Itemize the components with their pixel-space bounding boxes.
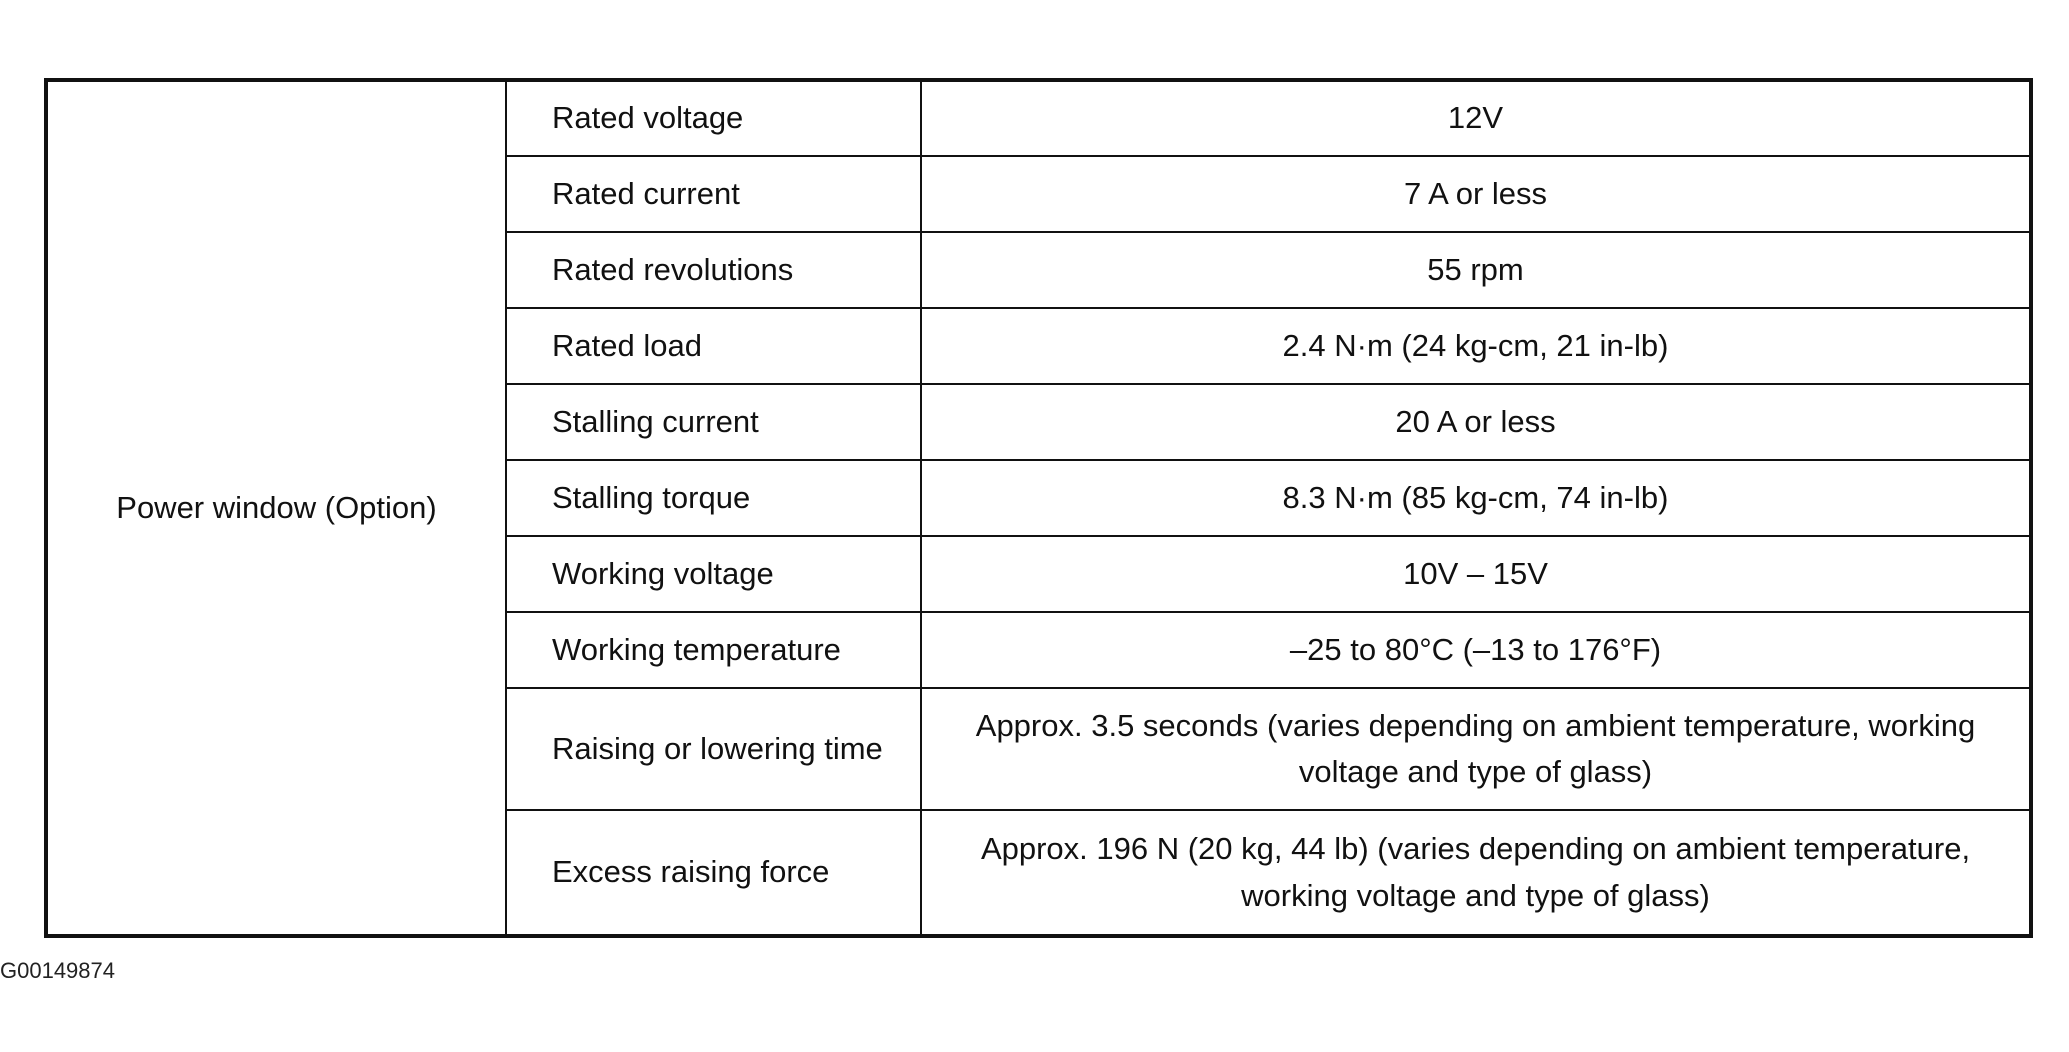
spec-value: 10V – 15V (921, 536, 2031, 612)
spec-value: Approx. 3.5 seconds (varies depending on ambient temperature, working voltage and type of glass) (921, 688, 2031, 811)
spec-value: 8.3 N·m (85 kg-cm, 74 in-lb) (921, 460, 2031, 536)
spec-label: Rated voltage (506, 80, 921, 156)
spec-label: Rated load (506, 308, 921, 384)
spec-label: Working voltage (506, 536, 921, 612)
spec-value: Approx. 196 N (20 kg, 44 lb) (varies depending on ambient temperature, working voltage and type of glass) (921, 810, 2031, 936)
spec-label: Raising or lowering time (506, 688, 921, 811)
spec-label: Stalling current (506, 384, 921, 460)
spec-value: 7 A or less (921, 156, 2031, 232)
spec-value: 2.4 N·m (24 kg-cm, 21 in-lb) (921, 308, 2031, 384)
spec-value: –25 to 80°C (–13 to 176°F) (921, 612, 2031, 688)
spec-value: 55 rpm (921, 232, 2031, 308)
spec-label: Rated revolutions (506, 232, 921, 308)
spec-value: 20 A or less (921, 384, 2031, 460)
power-window-spec-table (44, 78, 2033, 938)
spec-label: Working temperature (506, 612, 921, 688)
spec-label: Stalling torque (506, 460, 921, 536)
spec-value: 12V (921, 80, 2031, 156)
spec-label: Rated current (506, 156, 921, 232)
table-row (46, 80, 2031, 156)
group-label: Power window (Option) (46, 80, 506, 936)
spec-label: Excess raising force (506, 810, 921, 936)
figure-id: G00149874 (0, 958, 115, 983)
